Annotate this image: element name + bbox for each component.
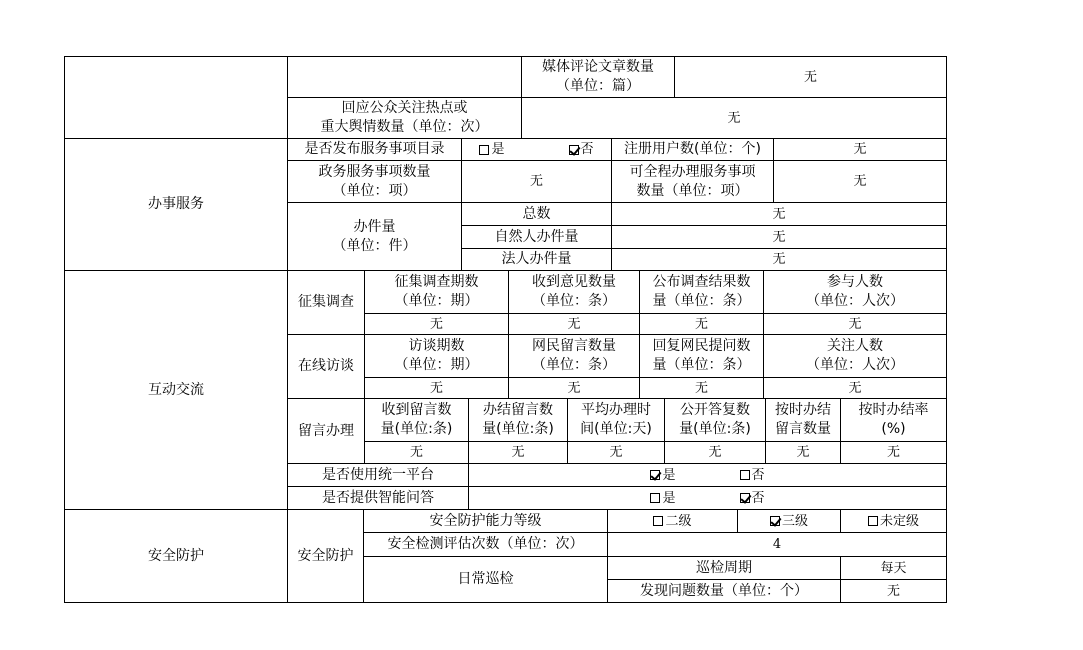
survey-header-2-line1: 收到意见数量: [532, 274, 616, 290]
legal-label: 法人办件量: [501, 251, 572, 267]
messages-header-3: [568, 399, 664, 441]
volume-label-line1: 办件量: [353, 218, 396, 235]
checkbox-checked-icon: [740, 493, 750, 503]
security-eval-value: 4: [772, 537, 782, 552]
security-level-option-1[interactable]: [608, 510, 737, 532]
survey-header-3-line2: 量（单位：条）: [652, 293, 751, 309]
total-value: 无: [772, 206, 786, 222]
unified-platform-label: 是否使用统一平台: [322, 466, 434, 483]
survey-header-3: [640, 271, 763, 313]
messages-value-6: 无: [886, 445, 900, 460]
unified-platform-no-checkbox[interactable]: [740, 466, 765, 485]
patrol-cycle-value: 每天: [880, 560, 907, 576]
interview-header-2-line1: 网民留言数量: [532, 338, 616, 354]
messages-value-2: 无: [511, 445, 525, 460]
messages-value-1: 无: [409, 445, 423, 460]
messages-header-4-line2: 量(单位:条): [679, 421, 751, 437]
messages-header-4: [665, 399, 765, 441]
catalog-yes-checkbox[interactable]: [479, 140, 504, 159]
survey-header-3-line1: 公布调查结果数: [652, 274, 751, 290]
security-level-option-2[interactable]: [738, 510, 840, 532]
checkbox-icon: [653, 516, 663, 526]
interview-value-2: 无: [567, 380, 581, 396]
online-items-value: 无: [853, 174, 867, 189]
messages-header-2-line1: 办结留言数: [483, 402, 553, 418]
checkbox-icon: [650, 493, 660, 503]
checkbox-checked-icon: [650, 470, 660, 480]
survey-value-3: 无: [694, 316, 708, 332]
interview-header-4: [764, 335, 946, 377]
messages-header-3-line2: 间(单位:天): [580, 421, 652, 437]
patrol-issues-value: 无: [886, 583, 900, 599]
interview-header-4-line1: 关注人数: [827, 338, 883, 354]
interview-header-1-line1: 访谈期数: [408, 338, 465, 354]
messages-header-6: [841, 399, 946, 441]
volume-label-line2: （单位：件）: [332, 237, 417, 254]
messages-value-5: 无: [796, 445, 810, 460]
interview-header-2-line2: （单位：条）: [532, 357, 616, 373]
survey-value-2: 无: [567, 316, 581, 332]
security-sub-label: 安全防护: [297, 547, 354, 564]
catalog-options: [462, 139, 611, 160]
messages-value-4: 无: [708, 445, 722, 460]
survey-header-1-line2: （单位：期）: [394, 293, 479, 309]
messages-header-5-line1: 按时办结: [775, 402, 831, 418]
smart-qa-yes-label: 是: [662, 490, 676, 506]
messages-header-5-line2: 留言数量: [775, 421, 831, 437]
checkbox-icon: [479, 145, 489, 155]
legal-value: 无: [772, 252, 786, 267]
unified-platform-yes-label: 是: [662, 467, 676, 483]
catalog-no-checkbox[interactable]: [569, 140, 594, 159]
checkbox-checked-icon: [569, 145, 579, 155]
checkbox-checked-icon: [770, 516, 780, 526]
security-eval-label: 安全检测评估次数（单位：次）: [387, 536, 584, 552]
total-label: 总数: [522, 205, 551, 222]
survey-value-4: 无: [848, 316, 862, 332]
smart-qa-options: [469, 487, 946, 509]
person-label: 自然人办件量: [494, 228, 579, 245]
hotspot-count-value: 无: [727, 110, 741, 126]
interview-header-3-line1: 回复网民提问数: [652, 338, 751, 354]
unified-platform-yes-checkbox[interactable]: [650, 466, 675, 485]
messages-header-2-line2: 量(单位:条): [482, 421, 554, 437]
hotspot-count-label-line2: 重大舆情数量（单位：次）: [320, 119, 489, 135]
survey-header-4-line1: 参与人数: [827, 274, 883, 290]
survey-header-1-line1: 征集调查期数: [394, 274, 479, 290]
survey-header-4: [764, 271, 946, 313]
section-title-interaction: 互动交流: [148, 381, 204, 398]
messages-value-3: 无: [609, 445, 623, 460]
unified-platform-no-label: 否: [751, 467, 765, 483]
messages-header-4-line1: 公开答复数: [680, 402, 750, 418]
interview-label: 在线访谈: [298, 358, 354, 374]
section-title-service: 办事服务: [148, 196, 204, 212]
unified-platform-options: [469, 464, 946, 486]
checkbox-icon: [740, 470, 750, 480]
online-items-label-line1: 可全程办理服务事项: [629, 163, 756, 180]
interview-header-4-line2: （单位：人次）: [806, 357, 904, 373]
catalog-yes-label: 是: [491, 142, 505, 157]
catalog-no-label: 否: [580, 142, 594, 157]
interview-value-1: 无: [429, 380, 443, 396]
hotspot-count-label: [288, 98, 521, 138]
smart-qa-label: 是否提供智能问答: [322, 489, 434, 506]
media-count-value: 无: [803, 69, 817, 85]
smart-qa-no-label: 否: [751, 490, 765, 506]
interview-header-3: [640, 335, 763, 377]
messages-header-6-line2: (%): [881, 421, 906, 437]
section-title-security: 安全防护: [148, 547, 204, 564]
messages-header-5: [766, 399, 840, 441]
messages-header-2: [469, 399, 567, 441]
messages-header-6-line1: 按时办结率: [858, 402, 929, 418]
patrol-issues-label: 发现问题数量（单位：个）: [640, 582, 808, 599]
volume-label: [288, 203, 461, 270]
security-level-option-3-label: 未定级: [879, 513, 919, 529]
users-label: 注册用户数(单位：个): [624, 141, 761, 157]
security-level-option-2-label: 三级: [781, 513, 808, 529]
interview-value-3: 无: [694, 380, 708, 396]
checkbox-icon: [868, 516, 878, 526]
smart-qa-yes-checkbox[interactable]: [650, 489, 675, 508]
survey-header-2-line2: （单位：条）: [532, 293, 616, 309]
messages-header-1-line2: 量(单位:条): [380, 421, 453, 437]
survey-header-1: [365, 271, 508, 313]
smart-qa-no-checkbox[interactable]: [740, 489, 765, 508]
interview-header-1: [365, 335, 508, 377]
messages-header-1: [365, 399, 468, 441]
patrol-cycle-label: 巡检周期: [696, 559, 752, 576]
survey-label: 征集调查: [298, 294, 354, 310]
messages-label: 留言办理: [298, 422, 354, 439]
catalog-label: 是否发布服务事项目录: [304, 141, 445, 157]
online-items-label: [612, 161, 773, 202]
survey-header-2: [509, 271, 639, 313]
items-label-line2: （单位：项）: [332, 182, 417, 199]
security-level-option-1-label: 二级: [665, 513, 692, 529]
person-value: 无: [772, 229, 786, 245]
patrol-label: 日常巡检: [457, 571, 514, 587]
interview-value-4: 无: [848, 380, 862, 396]
security-level-option-3[interactable]: [841, 510, 946, 532]
online-items-label-line2: 数量（单位：项）: [636, 182, 749, 199]
interview-header-1-line2: （单位：期）: [394, 357, 479, 373]
items-label: [288, 161, 461, 202]
security-level-label: 安全防护能力等级: [429, 512, 542, 529]
media-count-label-line2: （单位：篇）: [556, 78, 640, 94]
messages-header-1-line1: 收到留言数: [381, 402, 452, 418]
items-label-line1: 政务服务事项数量: [318, 163, 431, 180]
hotspot-count-label-line1: 回应公众关注热点或: [341, 100, 468, 116]
interview-header-3-line2: 量（单位：条）: [652, 357, 751, 373]
items-value: 无: [529, 174, 543, 189]
interview-header-2: [509, 335, 639, 377]
survey-header-4-line2: （单位：人次）: [806, 293, 904, 309]
survey-value-1: 无: [429, 316, 443, 332]
media-count-label-line1: 媒体评论文章数量: [542, 59, 654, 75]
messages-header-3-line1: 平均办理时: [581, 402, 651, 418]
media-count-label: [522, 57, 674, 97]
users-value: 无: [853, 142, 867, 157]
